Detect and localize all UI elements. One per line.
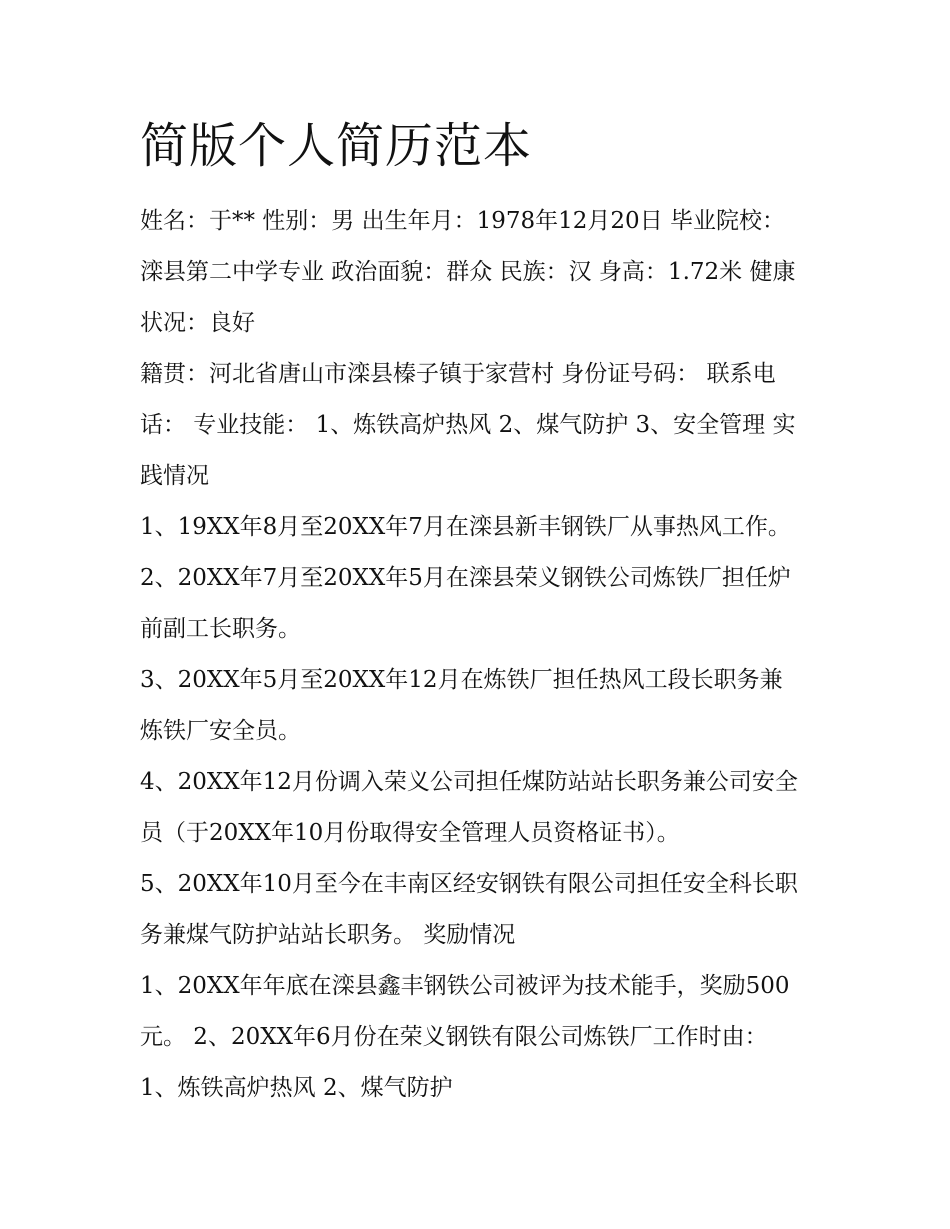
paragraph-experience-1-2: 1、19XX年8月至20XX年7月在滦县新丰钢铁厂从事热风工作。 2、20XX年7月至20XX年5月在滦县荣义钢铁公司炼铁厂担任炉前副工长职务。 <box>140 514 791 642</box>
document-page <box>140 112 805 1114</box>
paragraph-experience-3: 3、20XX年5月至20XX年12月在炼铁厂担任热风工段长职务兼炼铁厂安全员。 <box>140 667 783 744</box>
paragraph-experience-5: 5、20XX年10月至今在丰南区经安钢铁有限公司担任安全科长职务兼煤气防护站站长职务。 奖励情况 <box>140 871 798 948</box>
paragraph-awards: 1、20XX年年底在滦县鑫丰钢铁公司被评为技术能手，奖励500元。 2、20XX年6月份在荣义钢铁有限公司炼铁厂工作时由： 1、炼铁高炉热风 2、煤气防护 <box>140 973 790 1101</box>
document-title: 简版个人简历范本 <box>140 118 533 174</box>
paragraph-experience-4: 4、20XX年12月份调入荣义公司担任煤防站站长职务兼公司安全员（于20XX年10月份取得安全管理人员资格证书）。 <box>140 769 798 846</box>
paragraph-origin-skills: 籍贯：河北省唐山市滦县榛子镇于家营村 身份证号码： 联系电话： 专业技能： 1、炼铁高炉热风 2、煤气防护 3、安全管理 实践情况 <box>140 361 796 489</box>
paragraph-basic-info: 姓名：于** 性别：男 出生年月：1978年12月20日 毕业院校： 滦县第二中学专业 政治面貌：群众 民族：汉 身高：1.72米 健康状况：良好 <box>140 208 796 336</box>
